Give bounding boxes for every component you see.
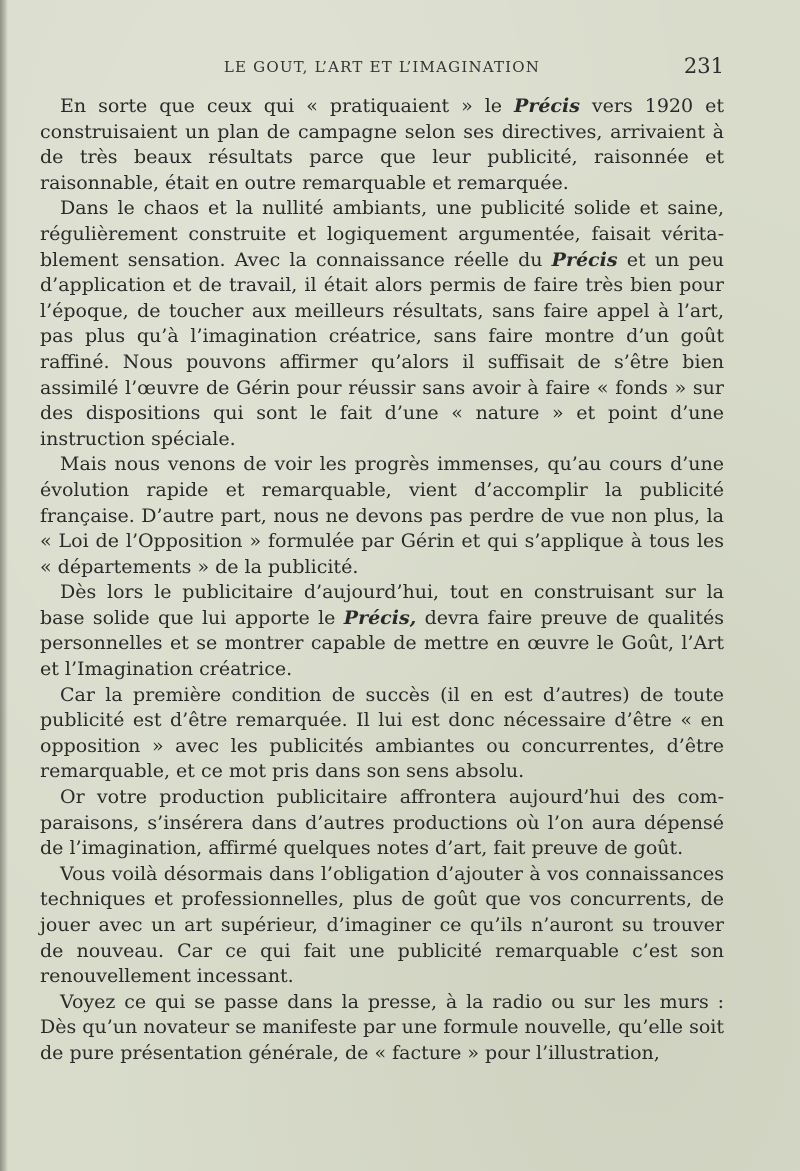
running-title: LE GOUT, L’ART ET L’IMAGINATION xyxy=(223,58,541,76)
paragraph-5: Car la première condition de succès (il en est d’autres) de toute publicité est d’être remarquée. Il lui est donc nécessaire d’être « en opposition » avec les publicités ambiantes ou concurrentes, d’être remarquable, et ce mot pris dans son sens absolu. xyxy=(40,683,724,783)
paragraph-2 xyxy=(40,196,724,452)
paragraph-1-part-1: En sorte que ceux qui « pratiquaient » le xyxy=(60,95,515,117)
text-body xyxy=(40,94,724,1067)
paragraph-4-part-2: devra faire preuve de qualités personnelles et se montrer capable de mettre en œuvre le Goût, l’Art et l’Imagination créatrice. xyxy=(40,606,724,681)
paragraph-1-part-2: vers 1920 et construisaient un plan de campagne selon ses directives, arrivaient à de très beaux résultats parce que leur publicité, raisonnée et raisonnable, était en outre remarquable et remarquée. xyxy=(40,95,724,194)
paragraph-4 xyxy=(40,580,724,682)
precis-title: Précis xyxy=(514,95,580,117)
paragraph-1 xyxy=(40,94,724,196)
page-number: 231 xyxy=(683,54,724,78)
precis-title: Précis xyxy=(551,248,618,271)
paragraph-4-part-1: Dès lors le publicitaire d’aujourd’hui, tout en construisant sur la base solide que lui apporte le xyxy=(40,581,724,629)
paragraph-8: Voyez ce qui se passe dans la presse, à la radio ou sur les murs : Dès qu’un novateur se manifeste par une formule nouvelle, qu’elle soit de pure présentation générale, de « facture » pour l’illustration, xyxy=(40,990,724,1064)
paragraph-3: Mais nous venons de voir les progrès immenses, qu’au cours d’une évolution rapide et remarquable, vient d’accomplir la publicité française. D’autre part, nous ne devons pas perdre de vue non plus, la « Loi de l’Opposition » formulée par Gérin et qui s’applique à tous les « départements » de la publicité. xyxy=(40,453,724,578)
page-edge-shadow xyxy=(0,0,8,1171)
paragraph-7: Vous voilà désormais dans l’obligation d’ajouter à vos connaissances techniques et professionnelles, plus de goût que vos concurrents, de jouer avec un art supérieur, d’imaginer ce qu’ils n’auront su trouver de nouveau. Car ce qui fait une publicité remarquable c’est son renouvellement incessant. xyxy=(40,862,724,988)
paragraph-2-part-2: et un peu d’application et de travail, il était alors permis de faire très bien pour l’époque, de toucher aux meilleurs résultats, sans faire appel à l’art, pas plus qu’à l’imagination créatrice, sans faire montre d’un goût raffiné. Nous pouvons affirmer qu’alors il suffisait de s’être bien assimilé l’œuvre de Gérin pour réussir sans avoir à faire « fonds » sur des dispositions qui sont le fait d’une « nature » et point d’une instruction spéciale. xyxy=(40,248,724,450)
precis-title: Précis, xyxy=(343,606,417,629)
paragraph-6: Or votre production publicitaire affrontera aujourd’hui des comparaisons, s’insérera dans d’autres productions où l’on aura dépensé de l’imagination, affirmé quelques notes d’art, fait preuve de goût. xyxy=(40,786,724,860)
page-header xyxy=(40,54,724,82)
paragraph-2-part-1: Dans le chaos et la nullité ambiants, une publicité solide et saine, régulièrement construite et logiquement argumentée, faisait véritablement sensation. Avec la connaissance réelle du xyxy=(40,197,724,271)
